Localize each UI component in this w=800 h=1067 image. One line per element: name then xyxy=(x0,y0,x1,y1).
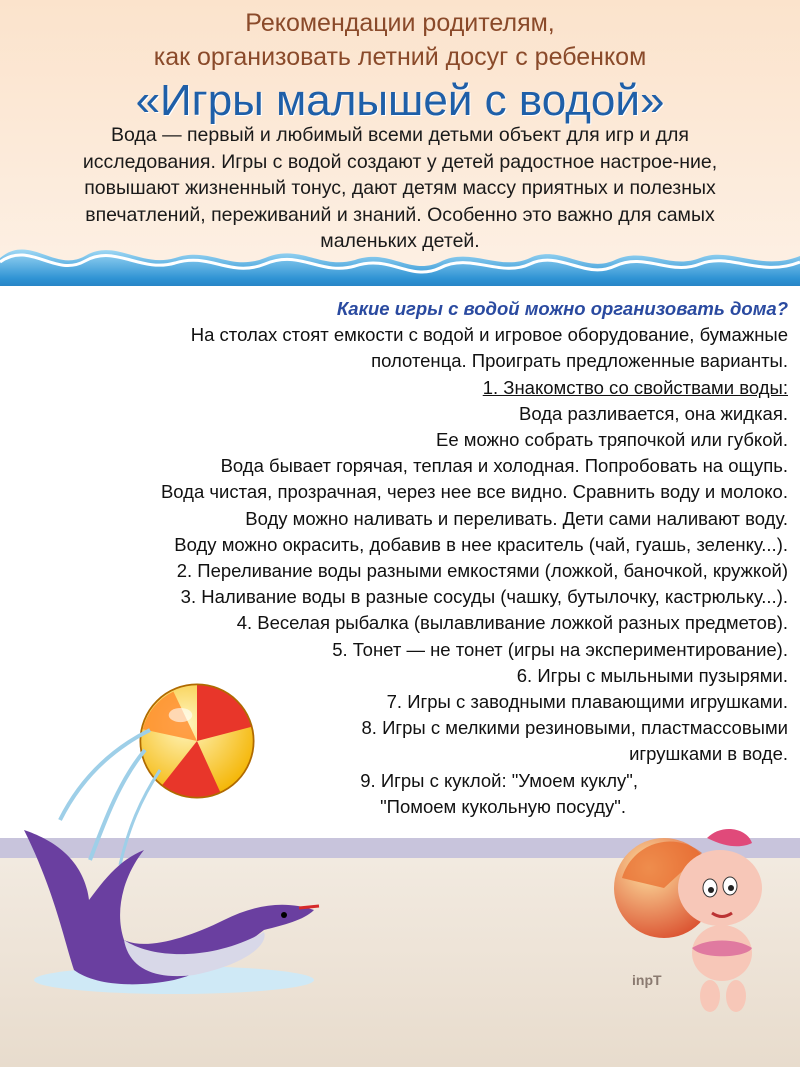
intro-line: Вода — первый и любимый всеми детьми объект для игр и для xyxy=(111,124,689,146)
page-title: «Игры малышей с водой» xyxy=(135,76,665,125)
intro-paragraph xyxy=(18,122,782,255)
dolphin-icon xyxy=(14,820,334,1000)
list-item: 3. Наливание воды в разные сосуды (чашку, бутылочку, кастрюльку...). xyxy=(180,586,788,608)
subtitle-line-1: Рекомендации родителям, xyxy=(245,9,555,37)
baby-with-ball-icon xyxy=(612,818,784,1018)
list-item: Воду можно окрасить, добавив в нее краситель (чай, гуашь, зеленку...). xyxy=(174,533,788,555)
intro-line: впечатлений, переживаний и знаний. Особенно это важно для самых xyxy=(85,203,715,226)
list-item: "Помоем кукольную посуду". xyxy=(380,795,626,817)
list-item: На столах стоят емкости с водой и игровое оборудование, бумажные xyxy=(190,324,788,346)
list-item: 5. Тонет — не тонет (игры на экспериментирование). xyxy=(332,638,788,660)
question-heading: Какие игры с водой можно организовать дома? xyxy=(336,298,788,319)
list-item: Вода бывает горячая, теплая и холодная. Попробовать на ощупь. xyxy=(220,455,788,477)
list-item: полотенца. Проиграть предложенные варианты. xyxy=(371,350,788,372)
list-item: Ее можно собрать тряпочкой или губкой. xyxy=(436,429,788,451)
list-item: 6. Игры с мыльными пузырями. xyxy=(516,664,788,686)
intro-line: исследования. Игры с водой создают у детей радостное настрое-ние, xyxy=(82,150,718,173)
intro-line: повышают жизненный тонус, дают детям массу приятных и полезных xyxy=(84,177,716,199)
list-item: 8. Игры с мелкими резиновыми, пластмассовыми xyxy=(361,717,788,739)
list-item: 2. Переливание воды разными емкостями (ложкой, баночкой, кружкой) xyxy=(176,560,788,582)
list-item-heading: 1. Знакомство со свойствами воды: xyxy=(482,376,788,398)
list-item: 9. Игры с куклой: "Умоем куклу", xyxy=(360,769,638,791)
list-item: Вода разливается, она жидкая. xyxy=(519,402,788,424)
list-item: 7. Игры с заводными плавающими игрушками. xyxy=(386,691,788,713)
list-item: Вода чистая, прозрачная, через нее все видно. Сравнить воду и молоко. xyxy=(160,481,788,503)
subtitle-line-2: как организовать летний досуг с ребенком xyxy=(153,43,647,71)
watermark: inpT xyxy=(632,972,662,988)
intro-line: маленьких детей. xyxy=(320,230,480,252)
list-item: 4. Веселая рыбалка (вылавливание ложкой разных предметов). xyxy=(236,612,788,634)
list-item: игрушками в воде. xyxy=(629,743,788,765)
list-item: Воду можно наливать и переливать. Дети сами наливают воду. xyxy=(245,507,788,529)
